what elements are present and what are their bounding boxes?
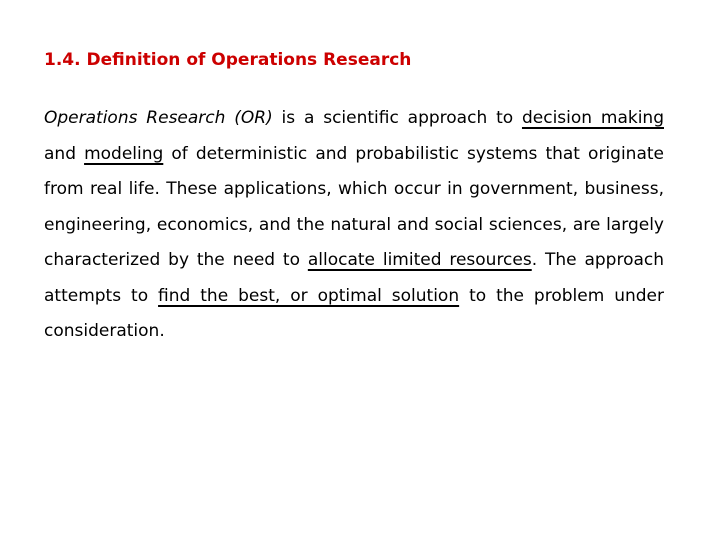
paragraph-text-5: to the problem under consideration. [44, 285, 664, 341]
underlined-decision-making: decision making [521, 108, 664, 128]
paragraph-text-3: of deterministic and probabilistic systems that originate from real life. These applications, which occur in government, business, engineering, economics, and the natural and social sciences, are largely characterized by the need to [44, 143, 664, 270]
section-heading: 1.4. Definition of Operations Research [44, 50, 412, 70]
paragraph-text-2: and [44, 143, 85, 164]
definition-paragraph [44, 101, 664, 350]
paragraph-text-1: is a scientific approach to [272, 108, 522, 128]
paragraph-text-4: . The approach attempts to [44, 250, 665, 306]
term-operations-research: Operations Research (OR) [44, 108, 273, 128]
underlined-optimal-solution: find the best, or optimal solution [158, 285, 460, 306]
underlined-allocate-limited-resources: allocate limited resources [307, 250, 532, 270]
underlined-modeling: modeling [84, 143, 164, 164]
